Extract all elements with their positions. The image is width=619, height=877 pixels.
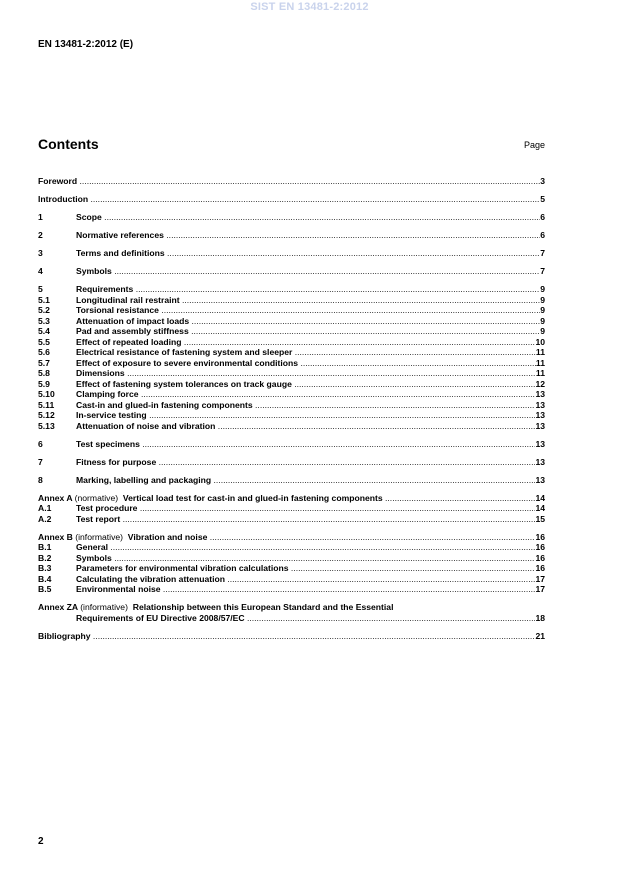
toc-page: 11	[535, 347, 545, 357]
page-number: 2	[38, 836, 44, 847]
annex-type: (informative)	[75, 531, 124, 542]
toc-title: Test specimens .....	[76, 439, 535, 450]
toc-number: B.2	[38, 552, 52, 563]
toc-title: Effect of repeated loading .....	[76, 337, 535, 348]
toc-number: 1	[38, 212, 43, 222]
table-of-contents	[38, 176, 545, 641]
toc-entry[interactable]	[38, 358, 545, 369]
toc-entry[interactable]	[38, 212, 545, 223]
toc-number: 5.10	[38, 389, 55, 399]
toc-entry[interactable]	[38, 584, 545, 595]
toc-page: 10	[535, 336, 545, 347]
toc-number: 2	[38, 230, 43, 240]
toc-title: Test procedure .....	[76, 503, 535, 514]
toc-title: Effect of fastening system tolerances on track gauge .....	[76, 379, 535, 390]
toc-annex-b-entries	[38, 542, 545, 595]
page-column-label: Page	[523, 140, 545, 150]
toc-title: In-service testing .....	[76, 410, 535, 421]
toc-entry[interactable]	[38, 503, 545, 514]
toc-page: 9	[540, 294, 545, 305]
toc-title: Torsional resistance .....	[76, 305, 540, 316]
toc-page: 16	[535, 563, 545, 573]
toc-page: 13	[535, 456, 545, 467]
toc-number: 5.1	[38, 294, 50, 305]
toc-entry[interactable]	[38, 248, 545, 259]
annex-title: Vertical load test for cast-in and glued-in fastening components	[122, 492, 383, 503]
toc-title: Fitness for purpose .....	[76, 457, 535, 468]
toc-entry[interactable]	[38, 475, 545, 486]
toc-entry-annex-za[interactable]	[38, 602, 545, 623]
annex-label: Annex B	[38, 531, 73, 542]
annex-title: Vibration and noise	[127, 531, 208, 542]
toc-number: 5.4	[38, 326, 50, 336]
toc-page: 13	[535, 399, 545, 410]
toc-number: 5.11	[38, 399, 55, 410]
toc-title: Marking, labelling and packaging .....	[76, 475, 535, 486]
toc-page: 18	[535, 612, 545, 623]
toc-number: B.5	[38, 584, 52, 594]
toc-page: 5	[540, 194, 545, 204]
annex-label: Annex A	[38, 492, 73, 503]
toc-entry-bibliography[interactable]	[38, 631, 545, 642]
toc-number: 5.2	[38, 305, 50, 315]
toc-title: Cast-in and glued-in fastening components .....	[76, 400, 535, 411]
toc-number: 5	[38, 284, 43, 294]
toc-page: 13	[535, 438, 545, 449]
toc-entry[interactable]	[38, 305, 545, 316]
toc-number: B.3	[38, 563, 52, 573]
toc-page: 13	[535, 410, 545, 420]
toc-entry[interactable]	[38, 410, 545, 421]
toc-title: Attenuation of noise and vibration .....	[76, 421, 535, 432]
toc-page: 17	[535, 573, 545, 584]
toc-annex-a-entries	[38, 503, 545, 524]
toc-page: 9	[540, 326, 545, 336]
toc-page: 3	[540, 176, 545, 186]
toc-title: Normative references .....	[76, 230, 540, 241]
toc-title: Dimensions .....	[76, 368, 536, 379]
toc-entry[interactable]	[38, 379, 545, 390]
toc-page: 15	[535, 513, 545, 524]
toc-page: 13	[535, 389, 545, 399]
toc-number: 5.6	[38, 347, 50, 357]
toc-number: 5.9	[38, 378, 50, 389]
toc-entry[interactable]	[38, 368, 545, 379]
toc-entry[interactable]	[38, 326, 545, 337]
annex-title-line2: Requirements of EU Directive 2008/57/EC .....	[76, 613, 535, 624]
toc-entry[interactable]	[38, 514, 545, 525]
toc-entry[interactable]	[38, 194, 545, 205]
toc-page: 12	[535, 378, 545, 389]
toc-title: Calculating the vibration attenuation .....	[76, 574, 535, 585]
toc-title: Symbols .....	[76, 553, 535, 564]
toc-page: 16	[535, 531, 545, 542]
toc-page: 13	[535, 420, 545, 431]
toc-entry[interactable]	[38, 563, 545, 574]
toc-title: Attenuation of impact loads .....	[76, 316, 540, 327]
toc-page: 16	[535, 542, 545, 552]
toc-title: Introduction .....	[38, 194, 540, 205]
document-id: EN 13481-2:2012 (E)	[38, 39, 134, 50]
toc-title: Foreword .....	[38, 176, 540, 187]
toc-page: 21	[535, 630, 545, 641]
toc-page: 14	[535, 492, 545, 503]
toc-entry[interactable]	[38, 266, 545, 277]
toc-title: Symbols .....	[76, 266, 540, 277]
toc-page: 16	[535, 552, 545, 563]
toc-page: 9	[540, 305, 545, 315]
toc-number: 3	[38, 248, 43, 258]
toc-title: Effect of exposure to severe environmental conditions .....	[76, 358, 536, 369]
toc-entry-annex-a[interactable]	[38, 493, 545, 504]
toc-number: 4	[38, 266, 43, 276]
toc-page: 6	[540, 212, 545, 222]
toc-entry[interactable]	[38, 421, 545, 432]
toc-entry[interactable]	[38, 347, 545, 358]
toc-entry[interactable]	[38, 284, 545, 295]
toc-number: B.4	[38, 573, 52, 584]
toc-entry[interactable]	[38, 574, 545, 585]
toc-number: 5.3	[38, 315, 50, 326]
toc-entry[interactable]	[38, 457, 545, 468]
toc-page: 9	[540, 315, 545, 326]
toc-title: Electrical resistance of fastening system and sleeper .....	[76, 347, 536, 358]
toc-title: Test report .....	[76, 514, 535, 525]
toc-entry-annex-b[interactable]	[38, 532, 545, 543]
toc-entry[interactable]	[38, 400, 545, 411]
toc-entry[interactable]	[38, 553, 545, 564]
annex-type: (normative)	[74, 492, 119, 503]
toc-number: 5.7	[38, 357, 50, 368]
toc-main-entries	[38, 176, 545, 485]
toc-title: Pad and assembly stiffness .....	[76, 326, 540, 337]
toc-title: Longitudinal rail restraint .....	[76, 295, 540, 306]
toc-page: 6	[540, 230, 545, 240]
toc-number: 5.5	[38, 336, 50, 347]
toc-entry[interactable]	[38, 337, 545, 348]
toc-entry[interactable]	[38, 295, 545, 306]
toc-entry[interactable]	[38, 316, 545, 327]
toc-number: 5.12	[38, 410, 55, 420]
contents-heading: Contents	[38, 136, 99, 152]
toc-page: 7	[540, 266, 545, 276]
toc-number: A.1	[38, 503, 52, 513]
toc-page: 17	[535, 584, 545, 594]
toc-page: 7	[540, 248, 545, 258]
toc-title: Clamping force .....	[76, 389, 535, 400]
toc-title: Parameters for environmental vibration calculations .....	[76, 563, 535, 574]
toc-title: General .....	[76, 542, 535, 553]
toc-page: 11	[535, 357, 545, 368]
toc-number: 5.8	[38, 368, 50, 378]
toc-number: A.2	[38, 513, 52, 524]
toc-title: Terms and definitions .....	[76, 248, 540, 259]
annex-type: (informative)	[80, 602, 128, 612]
toc-entry[interactable]	[38, 389, 545, 400]
toc-title: Scope .....	[76, 212, 540, 223]
toc-title: Environmental noise .....	[76, 584, 535, 595]
annex-label: Annex ZA	[38, 602, 78, 612]
watermark: SIST EN 13481-2:2012	[250, 1, 369, 13]
toc-number: 8	[38, 474, 43, 485]
toc-entry[interactable]	[38, 176, 545, 187]
toc-number: 6	[38, 438, 43, 449]
toc-page: 14	[535, 503, 545, 513]
annex-title-line1: Relationship between this European Standard and the Essential	[132, 602, 394, 612]
toc-number: B.1	[38, 542, 52, 552]
toc-number: 7	[38, 456, 43, 467]
toc-entry[interactable]	[38, 230, 545, 241]
toc-title: Bibliography .....	[38, 631, 535, 642]
toc-title: Requirements .....	[76, 284, 540, 295]
toc-page: 9	[540, 284, 545, 294]
toc-page: 13	[535, 474, 545, 485]
toc-entry[interactable]	[38, 439, 545, 450]
toc-page: 11	[535, 368, 545, 378]
toc-entry[interactable]	[38, 542, 545, 553]
toc-number: 5.13	[38, 420, 55, 431]
